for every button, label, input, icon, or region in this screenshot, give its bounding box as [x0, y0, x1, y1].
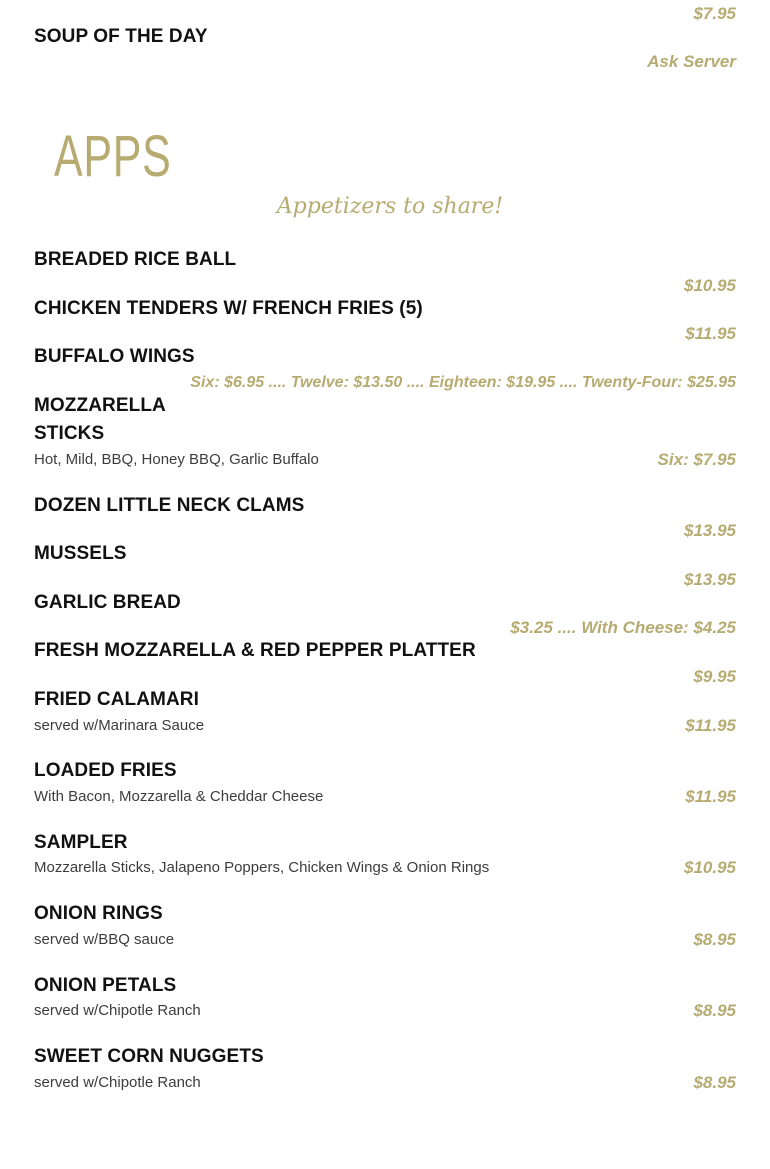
- menu-item-price: $8.95: [693, 1073, 736, 1092]
- menu-item-price: $9.95: [693, 667, 736, 686]
- menu-item-name: LOADED FRIES: [34, 760, 177, 781]
- menu-item-description: served w/BBQ sauce: [34, 931, 175, 948]
- menu-item-description: Mozzarella Sticks, Jalapeno Poppers, Chicken Wings & Onion Rings: [34, 859, 490, 876]
- menu-item-name: BUFFALO WINGS: [34, 346, 195, 367]
- menu-item-description: served w/Chipotle Ranch: [34, 1074, 201, 1091]
- soup-price: $7.95: [693, 4, 736, 23]
- menu-item-name: ONION PETALS: [34, 975, 177, 996]
- menu-item-price: $11.95: [685, 787, 736, 806]
- menu-item-name: ONION RINGS: [34, 903, 163, 924]
- menu-item-price: $13.95: [684, 570, 736, 589]
- menu-item-name: SWEET CORN NUGGETS: [34, 1046, 264, 1067]
- menu-item-name: GARLIC BREAD: [34, 592, 181, 613]
- section-tagline: Appetizers to share!: [276, 194, 504, 219]
- soup-name: SOUP OF THE DAY: [34, 26, 208, 47]
- menu-item-name: FRESH MOZZARELLA & RED PEPPER PLATTER: [34, 640, 476, 661]
- menu-item-price: $8.95: [693, 1001, 736, 1020]
- menu-item-name-line2: STICKS: [34, 423, 105, 444]
- menu-item-price: Six: $6.95 .... Twelve: $13.50 .... Eighteen: $19.95 .... Twenty-Four: $25.95: [190, 374, 736, 391]
- menu-item-name: SAMPLER: [34, 832, 128, 853]
- soup-note: Ask Server: [647, 52, 736, 71]
- menu-item-price: Six: $7.95: [657, 450, 736, 469]
- menu-item-description: served w/Marinara Sauce: [34, 717, 205, 734]
- menu-item-price: $3.25 .... With Cheese: $4.25: [510, 618, 736, 637]
- section-title: APPS: [54, 124, 172, 189]
- menu-item-price: $11.95: [685, 324, 736, 343]
- menu-item-price: $11.95: [685, 716, 736, 735]
- menu-item-name: MUSSELS: [34, 543, 127, 564]
- menu-item-price: $8.95: [693, 930, 736, 949]
- menu-item-name: DOZEN LITTLE NECK CLAMS: [34, 495, 305, 516]
- menu-item-price: $13.95: [684, 521, 736, 540]
- menu-item-description: With Bacon, Mozzarella & Cheddar Cheese: [34, 788, 324, 805]
- menu-item-description: served w/Chipotle Ranch: [34, 1002, 201, 1019]
- menu-item-name: FRIED CALAMARI: [34, 689, 199, 710]
- menu-item-price: $10.95: [684, 858, 736, 877]
- menu-item-name: BREADED RICE BALL: [34, 249, 237, 270]
- menu-item-price: $10.95: [684, 276, 736, 295]
- menu-item-name: CHICKEN TENDERS W/ FRENCH FRIES (5): [34, 298, 423, 319]
- menu-item-name: MOZZARELLA: [34, 395, 166, 416]
- menu-item-description: Hot, Mild, BBQ, Honey BBQ, Garlic Buffalo: [34, 451, 319, 468]
